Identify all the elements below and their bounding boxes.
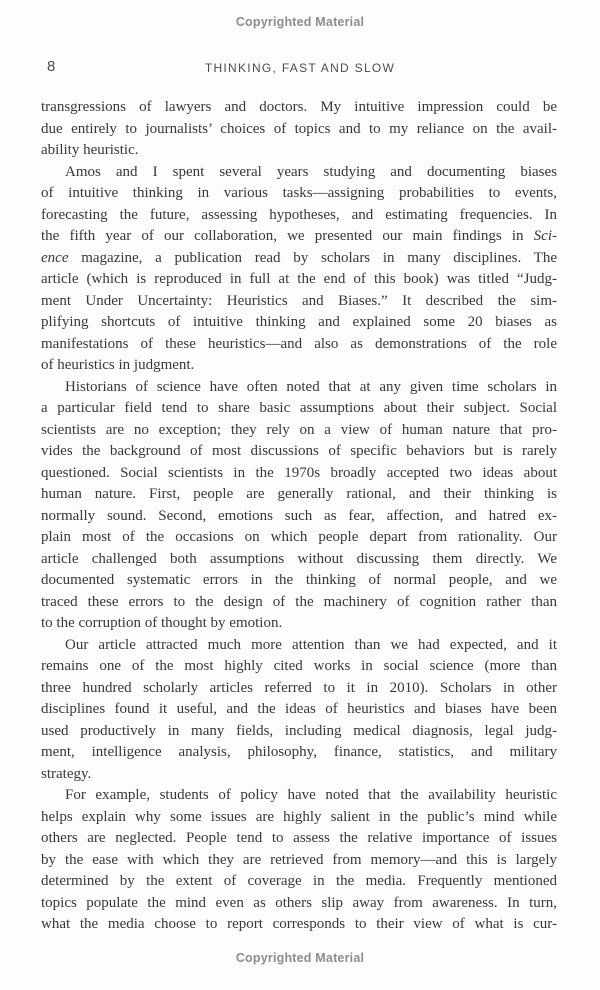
text-line bbox=[41, 97, 557, 119]
text-segment: used productively in many fields, including medical diagnosis, legal judg- bbox=[41, 722, 557, 739]
text-line bbox=[41, 441, 557, 463]
text-line bbox=[41, 140, 557, 162]
text-segment: disciplines found it useful, and the ideas of heuristics and biases have been bbox=[41, 701, 557, 717]
text-segment: Our article attracted much more attention than we had expected, and it bbox=[65, 636, 557, 653]
text-line bbox=[41, 807, 557, 829]
text-segment: ment, intelligence analysis, philosophy, finance, statistics, and military bbox=[41, 744, 557, 760]
text-segment: what the media choose to report corresponds to their view of what is cur- bbox=[41, 916, 557, 932]
text-segment: a particular field tend to share basic assumptions about their subject. Social bbox=[41, 400, 557, 416]
text-line bbox=[41, 893, 557, 915]
text-line bbox=[41, 291, 557, 313]
text-line bbox=[41, 334, 557, 356]
text-segment: Amos and I spent several years studying and documenting biases bbox=[65, 163, 557, 180]
text-segment: the fifth year of our collaboration, we presented our main findings in bbox=[41, 228, 534, 244]
text-line bbox=[41, 398, 557, 420]
text-line bbox=[41, 549, 557, 571]
text-segment: scientists are no exception; they rely on a view of human nature that pro- bbox=[41, 421, 557, 438]
text-line bbox=[41, 506, 557, 528]
text-segment: helps explain why some issues are highly salient in the public’s mind while bbox=[41, 808, 557, 825]
text-line bbox=[41, 205, 557, 227]
text-segment: plain most of the occasions on which people depart from rationality. Our bbox=[41, 529, 557, 545]
text-line bbox=[41, 183, 557, 205]
text-segment: topics populate the mind even as others slip away from awareness. In turn, bbox=[41, 894, 557, 911]
text-segment: of heuristics in judgment. bbox=[41, 357, 195, 373]
text-line bbox=[41, 764, 557, 786]
text-segment: strategy. bbox=[41, 765, 92, 782]
text-line bbox=[41, 312, 557, 334]
text-segment: due entirely to journalists’ choices of topics and to my reliance on the avail- bbox=[41, 120, 557, 137]
text-line bbox=[41, 248, 557, 270]
text-segment: by the ease with which they are retrieved from memory—and this is largely bbox=[41, 851, 557, 868]
text-line bbox=[41, 914, 557, 936]
text-segment: ment Under Uncertainty: Heuristics and Biases.” It described the sim- bbox=[41, 292, 557, 309]
text-line bbox=[41, 592, 557, 614]
text-segment: For example, students of policy have noted that the availability heuristic bbox=[65, 787, 557, 803]
text-segment: to the corruption of thought by emotion. bbox=[41, 615, 283, 631]
text-segment: magazine, a publication read by scholars in many disciplines. The bbox=[68, 249, 557, 266]
text-line bbox=[41, 570, 557, 592]
text-line bbox=[41, 721, 557, 743]
copyright-watermark-top: Copyrighted Material bbox=[235, 15, 365, 29]
text-line bbox=[41, 484, 557, 506]
text-line bbox=[41, 162, 557, 184]
text-segment: questioned. Social scientists in the 1970s broadly accepted two ideas about bbox=[41, 464, 557, 481]
italic-text-segment: Sci- bbox=[533, 228, 557, 244]
text-line bbox=[41, 785, 557, 807]
text-segment: vides the background of most discussions of specific behaviors but is rarely bbox=[41, 443, 557, 459]
text-segment: article challenged both assumptions without discussing them directly. We bbox=[41, 550, 557, 567]
text-segment: traced these errors to the design of the machinery of cognition rather than bbox=[41, 593, 557, 610]
text-line bbox=[41, 226, 557, 248]
text-line bbox=[41, 678, 557, 700]
text-line bbox=[41, 635, 557, 657]
text-segment: manifestations of these heuristics—and also as demonstrations of the role bbox=[41, 335, 557, 352]
text-line bbox=[41, 742, 557, 764]
text-segment: determined by the extent of coverage in the media. Frequently mentioned bbox=[41, 873, 557, 889]
text-segment: article (which is reproduced in full at the end of this book) was titled “Judg- bbox=[41, 271, 557, 287]
text-segment: of intuitive thinking in various tasks—assigning probabilities to events, bbox=[41, 185, 557, 201]
text-line bbox=[41, 613, 557, 635]
text-segment: plifying shortcuts of intuitive thinking and explained some 20 biases as bbox=[41, 314, 557, 330]
text-line bbox=[41, 269, 557, 291]
copyright-watermark-bottom: Copyrighted Material bbox=[235, 951, 365, 965]
text-line bbox=[41, 420, 557, 442]
text-line bbox=[41, 377, 557, 399]
text-line bbox=[41, 119, 557, 141]
running-header-title: THINKING, FAST AND SLOW bbox=[204, 61, 396, 75]
text-line bbox=[41, 656, 557, 678]
text-segment: forecasting the future, assessing hypotheses, and estimating frequencies. In bbox=[41, 206, 557, 223]
text-segment: others are neglected. People tend to assess the relative importance of issues bbox=[41, 830, 557, 846]
text-segment: normally sound. Second, emotions such as fear, affection, and hatred ex- bbox=[41, 507, 557, 524]
text-line bbox=[41, 355, 557, 377]
text-line bbox=[41, 699, 557, 721]
text-segment: documented systematic errors in the thinking of normal people, and we bbox=[41, 572, 557, 588]
text-line bbox=[41, 527, 557, 549]
italic-text-segment: ence bbox=[41, 249, 69, 266]
text-line bbox=[41, 828, 557, 850]
body-text bbox=[41, 97, 557, 936]
text-line bbox=[41, 850, 557, 872]
text-line bbox=[41, 463, 557, 485]
text-segment: remains one of the most highly cited works in social science (more than bbox=[41, 658, 557, 674]
page-number: 8 bbox=[47, 58, 56, 75]
text-line bbox=[41, 871, 557, 893]
text-segment: Historians of science have often noted that at any given time scholars in bbox=[65, 378, 557, 395]
text-segment: human nature. First, people are generally rational, and their thinking is bbox=[41, 486, 557, 502]
text-segment: three hundred scholarly articles referred to it in 2010). Scholars in other bbox=[41, 679, 557, 696]
text-segment: ability heuristic. bbox=[41, 142, 139, 158]
text-segment: transgressions of lawyers and doctors. My intuitive impression could be bbox=[41, 99, 557, 115]
